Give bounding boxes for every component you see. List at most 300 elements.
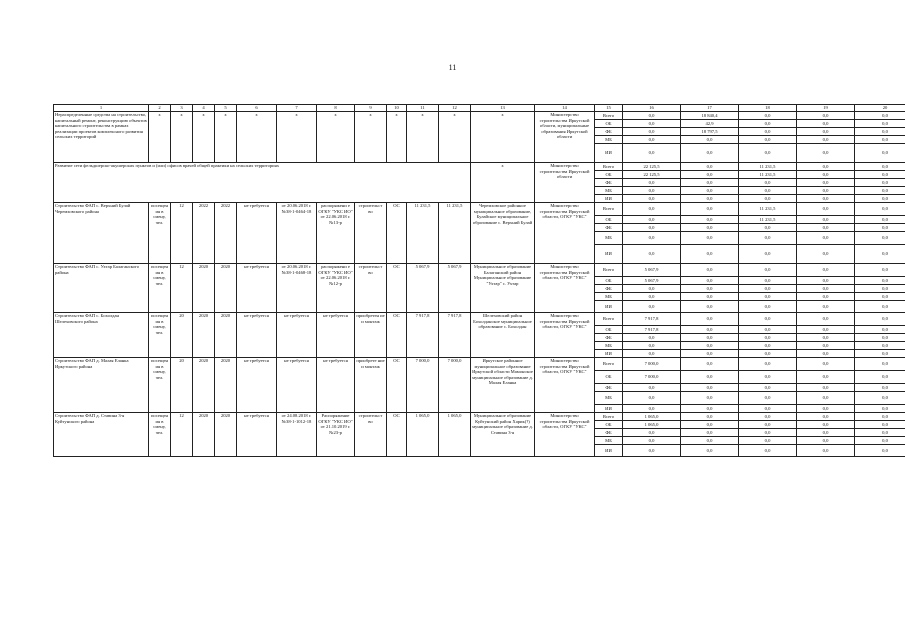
end-year-cell: 2020 — [215, 313, 237, 358]
funding-source-cell: МБ — [595, 136, 623, 144]
column-number-cell: 4 — [193, 105, 215, 112]
amount-cell: 0,0 — [855, 437, 905, 445]
amount-cell: 0,0 — [797, 350, 855, 358]
amount-cell: 0,0 — [739, 112, 797, 120]
start-year-cell: 2020 — [193, 264, 215, 313]
funding-source-cell: ОБ — [595, 277, 623, 285]
amount-cell: 0,0 — [739, 264, 797, 277]
x-mark-cell: х — [471, 163, 535, 203]
amount-cell: 0,0 — [855, 384, 905, 392]
amount-cell: 0,0 — [797, 285, 855, 293]
amount-cell: 0,0 — [855, 171, 905, 179]
municipality-cell: Муниципальное образование Балаганский район Муниципальное образование "Ухтар" с. Ухтар — [471, 264, 535, 313]
start-year-cell: 2020 — [193, 358, 215, 413]
amount-cell: 0,0 — [739, 334, 797, 342]
program-table — [53, 104, 905, 457]
header-row — [54, 105, 905, 112]
amount-cell: 0,0 — [797, 301, 855, 313]
permit-cell: от 20.06.2018 г. №38-1-0464-18 — [277, 203, 317, 264]
category-cell: ОС — [387, 203, 407, 264]
amount-cell: 0,0 — [681, 429, 739, 437]
funding-source-cell: ИИ — [595, 144, 623, 163]
amount-cell: 0,0 — [739, 445, 797, 457]
amount-cell: 0,0 — [623, 301, 681, 313]
amount-cell: 0,0 — [797, 195, 855, 203]
amount-cell: 22 125,5 — [623, 171, 681, 179]
amount-cell: 0,0 — [681, 224, 739, 232]
amount-cell: 0,0 — [623, 350, 681, 358]
cost-cell: 7 917,8 — [439, 313, 471, 358]
amount-cell: 0,0 — [855, 350, 905, 358]
expertise-cell: не требуется — [237, 313, 277, 358]
executor-cell: Министерство строительства Иркутской области, ОГКУ "УКС" — [535, 264, 595, 313]
start-year-cell: 2022 — [193, 203, 215, 264]
amount-cell: 0,0 — [739, 326, 797, 334]
amount-cell: 11 231,5 — [739, 216, 797, 224]
amount-cell: 0,0 — [855, 163, 905, 171]
object-name-cell: Строительство ФАП с. Верхний Булай Черемховского района — [54, 203, 149, 264]
amount-cell: 0,0 — [623, 216, 681, 224]
table-row — [54, 358, 905, 371]
amount-cell: 11 231,5 — [739, 171, 797, 179]
funding-source-cell: ОБ — [595, 421, 623, 429]
amount-cell: 0,0 — [739, 179, 797, 187]
category-cell: ОС — [387, 413, 407, 457]
end-year-cell: 2020 — [215, 358, 237, 413]
amount-cell: 0,0 — [681, 301, 739, 313]
amount-cell: 0,0 — [797, 232, 855, 245]
decision-cell: распоряжени е ОГКУ "УКС ИО" от 22.06.2018 г. №13-р — [317, 203, 355, 264]
amount-cell: 0,0 — [797, 128, 855, 136]
cost-cell: 7 000,0 — [407, 358, 439, 413]
amount-cell: 0,0 — [797, 421, 855, 429]
amount-cell: 0,0 — [797, 342, 855, 350]
x-mark-cell: х — [193, 112, 215, 163]
capacity-cell: 20 — [171, 313, 193, 358]
amount-cell: 5 067,9 — [623, 277, 681, 285]
table-row — [54, 163, 905, 171]
amount-cell: 18 797,5 — [681, 128, 739, 136]
x-mark-cell: х — [215, 112, 237, 163]
category-cell: ОС — [387, 264, 407, 313]
amount-cell: 0,0 — [797, 120, 855, 128]
amount-cell: 11 231,5 — [739, 163, 797, 171]
amount-cell: 22 125,5 — [623, 163, 681, 171]
work-type-cell: строительст во — [355, 264, 387, 313]
start-year-cell: 2020 — [193, 413, 215, 457]
amount-cell: 0,0 — [739, 421, 797, 429]
funding-source-cell: ИИ — [595, 195, 623, 203]
amount-cell: 0,0 — [797, 144, 855, 163]
x-mark-cell: х — [237, 112, 277, 163]
amount-cell: 0,0 — [797, 371, 855, 384]
decision-cell: распоряжени е ОГКУ "УКС ИО" от 22.06.2018 г. №12-р — [317, 264, 355, 313]
column-number-cell: 18 — [739, 105, 797, 112]
amount-cell: 0,0 — [623, 384, 681, 392]
column-number-cell: 11 — [407, 105, 439, 112]
amount-cell: 0,0 — [855, 128, 905, 136]
amount-cell: 0,0 — [681, 245, 739, 264]
amount-cell: 0,0 — [623, 245, 681, 264]
unit-cell: посещен ия в смену, чел. — [149, 313, 171, 358]
amount-cell: 0,0 — [739, 293, 797, 301]
funding-source-cell: ФБ — [595, 334, 623, 342]
funding-source-cell: ФБ — [595, 179, 623, 187]
amount-cell: 0,0 — [681, 187, 739, 195]
amount-cell: 0,0 — [855, 429, 905, 437]
cost-cell: 7 000,0 — [439, 358, 471, 413]
amount-cell: 0,0 — [623, 334, 681, 342]
funding-source-cell: Всего — [595, 264, 623, 277]
amount-cell: 0,0 — [739, 195, 797, 203]
decision-cell: Распоряжение ОГКУ "УКС ИО" от 21.10.2019 г. №23-р — [317, 413, 355, 457]
amount-cell: 1 065,0 — [623, 421, 681, 429]
amount-cell: 0,0 — [855, 264, 905, 277]
work-type-cell: строительст во — [355, 413, 387, 457]
amount-cell: 0,0 — [739, 245, 797, 264]
amount-cell: 0,0 — [681, 179, 739, 187]
amount-cell: 0,0 — [797, 405, 855, 413]
municipality-cell: Муниципальное образование Куйтунский район Харик(?) муниципальное образование д. Ставина 3-я — [471, 413, 535, 457]
amount-cell: 0,0 — [797, 179, 855, 187]
category-cell: ОС — [387, 313, 407, 358]
amount-cell: 0,0 — [681, 445, 739, 457]
column-number-cell: 9 — [355, 105, 387, 112]
amount-cell: 0,0 — [623, 293, 681, 301]
expertise-cell: не требуется — [237, 413, 277, 457]
permit-cell: от 20.06.2018 г. №38-1-0468-18 — [277, 264, 317, 313]
amount-cell: 0,0 — [855, 216, 905, 224]
amount-cell: 0,0 — [739, 187, 797, 195]
amount-cell: 0,0 — [623, 136, 681, 144]
amount-cell: 0,0 — [681, 216, 739, 224]
amount-cell: 0,0 — [681, 326, 739, 334]
table-row — [54, 413, 905, 421]
amount-cell: 0,0 — [797, 163, 855, 171]
category-cell: ОС — [387, 358, 407, 413]
amount-cell: 0,0 — [739, 405, 797, 413]
amount-cell: 0,0 — [623, 203, 681, 216]
permit-cell: не требуется — [277, 313, 317, 358]
x-mark-cell: х — [471, 112, 535, 163]
cost-cell: 1 065,0 — [407, 413, 439, 457]
amount-cell: 0,0 — [797, 216, 855, 224]
column-number-cell: 20 — [855, 105, 905, 112]
amount-cell: 0,0 — [855, 187, 905, 195]
amount-cell: 0,0 — [681, 371, 739, 384]
decision-cell: не требуется — [317, 313, 355, 358]
column-number-cell: 10 — [387, 105, 407, 112]
page-number: 11 — [448, 63, 457, 72]
funding-source-cell: Всего — [595, 112, 623, 120]
column-number-cell: 1 — [54, 105, 149, 112]
object-name-cell: Строительство ФАП с. Бохолдан Шелеховского района — [54, 313, 149, 358]
municipality-cell: Иркутское районное муниципальное образование Иркутской области Мамонское муниципальное образование д. Малая Еланка — [471, 358, 535, 413]
amount-cell: 0,0 — [797, 334, 855, 342]
decision-cell: не требуется — [317, 358, 355, 413]
amount-cell: 0,0 — [681, 334, 739, 342]
amount-cell: 0,0 — [739, 144, 797, 163]
amount-cell: 0,0 — [797, 187, 855, 195]
amount-cell: 0,0 — [681, 264, 739, 277]
amount-cell: 0,0 — [681, 437, 739, 445]
amount-cell: 0,0 — [739, 301, 797, 313]
expertise-cell: не требуется — [237, 203, 277, 264]
amount-cell: 7 000,0 — [623, 371, 681, 384]
amount-cell: 0,0 — [623, 429, 681, 437]
amount-cell: 0,0 — [739, 371, 797, 384]
amount-cell: 0,0 — [797, 293, 855, 301]
amount-cell: 0,0 — [797, 437, 855, 445]
funding-source-cell: Всего — [595, 413, 623, 421]
amount-cell: 0,0 — [855, 421, 905, 429]
executor-cell: Министерство строительства Иркутской области — [535, 163, 595, 203]
amount-cell: 0,0 — [623, 445, 681, 457]
amount-cell: 0,0 — [855, 203, 905, 216]
amount-cell: 0,0 — [681, 358, 739, 371]
amount-cell: 0,0 — [797, 445, 855, 457]
amount-cell: 0,0 — [681, 384, 739, 392]
amount-cell: 0,0 — [681, 136, 739, 144]
table-row — [54, 313, 905, 326]
amount-cell: 0,0 — [797, 277, 855, 285]
amount-cell: 0,0 — [739, 120, 797, 128]
capacity-cell: 20 — [171, 358, 193, 413]
cost-cell: 5 067,9 — [439, 264, 471, 313]
amount-cell: 1 065,0 — [623, 413, 681, 421]
work-type-cell: приобрете ние и монтаж — [355, 358, 387, 413]
column-number-cell: 19 — [797, 105, 855, 112]
funding-source-cell: МБ — [595, 232, 623, 245]
funding-source-cell: ФБ — [595, 429, 623, 437]
start-year-cell: 2020 — [193, 313, 215, 358]
end-year-cell: 2020 — [215, 264, 237, 313]
funding-source-cell: ОБ — [595, 120, 623, 128]
amount-cell: 0,0 — [623, 195, 681, 203]
amount-cell: 0,0 — [855, 277, 905, 285]
expertise-cell: не требуется — [237, 264, 277, 313]
column-number-cell: 14 — [535, 105, 595, 112]
cost-cell: 1 065,0 — [439, 413, 471, 457]
funding-source-cell: МБ — [595, 437, 623, 445]
funding-source-cell: МБ — [595, 392, 623, 405]
amount-cell: 18 840,4 — [681, 112, 739, 120]
x-mark-cell: х — [407, 112, 439, 163]
amount-cell: 0,0 — [797, 136, 855, 144]
expertise-cell: не требуется — [237, 358, 277, 413]
amount-cell: 0,0 — [797, 413, 855, 421]
amount-cell: 0,0 — [681, 285, 739, 293]
amount-cell: 0,0 — [855, 358, 905, 371]
amount-cell: 7 917,8 — [623, 326, 681, 334]
column-number-cell: 15 — [595, 105, 623, 112]
unit-cell: посещен ия в смену, чел. — [149, 358, 171, 413]
amount-cell: 0,0 — [855, 120, 905, 128]
column-number-cell: 16 — [623, 105, 681, 112]
amount-cell: 0,0 — [681, 232, 739, 245]
table-row — [54, 264, 905, 277]
capacity-cell: 12 — [171, 264, 193, 313]
funding-source-cell: ИИ — [595, 350, 623, 358]
column-number-cell: 17 — [681, 105, 739, 112]
amount-cell: 0,0 — [681, 277, 739, 285]
amount-cell: 0,0 — [855, 245, 905, 264]
permit-cell: не требуется — [277, 358, 317, 413]
amount-cell: 0,0 — [681, 392, 739, 405]
funding-source-cell: МБ — [595, 342, 623, 350]
object-name-cell: Строительство ФАП д. Ставина 3-я Куйтунского района — [54, 413, 149, 457]
amount-cell: 7 000,0 — [623, 358, 681, 371]
funding-source-cell: ИИ — [595, 245, 623, 264]
cost-cell: 7 917,8 — [407, 313, 439, 358]
amount-cell: 0,0 — [797, 384, 855, 392]
funding-source-cell: Всего — [595, 163, 623, 171]
amount-cell: 0,0 — [623, 187, 681, 195]
column-number-cell: 7 — [277, 105, 317, 112]
work-type-cell: приобретен ие и монтаж — [355, 313, 387, 358]
amount-cell: 0,0 — [797, 245, 855, 264]
end-year-cell: 2020 — [215, 413, 237, 457]
executor-cell: Министерство строительства Иркутской области, ОГКУ "УКС" — [535, 413, 595, 457]
amount-cell: 0,0 — [797, 358, 855, 371]
column-number-cell: 5 — [215, 105, 237, 112]
amount-cell: 0,0 — [855, 179, 905, 187]
amount-cell: 0,0 — [623, 224, 681, 232]
amount-cell: 0,0 — [797, 392, 855, 405]
amount-cell: 0,0 — [855, 224, 905, 232]
funding-source-cell: ИИ — [595, 301, 623, 313]
object-name-cell: Нераспределенные средства на строительство, капитальный ремонт, реконструкцию объектов капитального строительства в рамках реализации проектов комплексного развития сельских территорий — [54, 112, 149, 163]
municipality-cell: Черемховское районное муниципальное образование, Булайское муниципальное образование с. Верхний Булай — [471, 203, 535, 264]
amount-cell: 0,0 — [739, 313, 797, 326]
funding-source-cell: ОБ — [595, 171, 623, 179]
amount-cell: 0,0 — [797, 171, 855, 179]
x-mark-cell: х — [317, 112, 355, 163]
object-name-cell: Строительство ФАП с. Ухтар Балаганского района — [54, 264, 149, 313]
amount-cell: 0,0 — [855, 392, 905, 405]
amount-cell: 0,0 — [739, 136, 797, 144]
amount-cell: 5 067,9 — [623, 264, 681, 277]
amount-cell: 7 917,8 — [623, 313, 681, 326]
amount-cell: 0,0 — [623, 232, 681, 245]
amount-cell: 0,0 — [681, 405, 739, 413]
amount-cell: 0,0 — [623, 392, 681, 405]
capacity-cell: 12 — [171, 413, 193, 457]
section-title-cell: Развитие сети фельдшерско-акушерских пунктов и (или) офисов врачей общей практики на сельских территориях — [54, 163, 471, 203]
amount-cell: 0,0 — [623, 120, 681, 128]
amount-cell: 0,0 — [855, 301, 905, 313]
cost-cell: 5 067,9 — [407, 264, 439, 313]
amount-cell: 0,0 — [855, 445, 905, 457]
x-mark-cell: х — [171, 112, 193, 163]
unit-cell: посещен ия в смену, чел. — [149, 203, 171, 264]
amount-cell: 0,0 — [855, 405, 905, 413]
funding-source-cell: ФБ — [595, 285, 623, 293]
column-number-cell: 12 — [439, 105, 471, 112]
amount-cell: 0,0 — [623, 342, 681, 350]
amount-cell: 0,0 — [797, 429, 855, 437]
amount-cell: 0,0 — [739, 224, 797, 232]
amount-cell: 0,0 — [681, 313, 739, 326]
column-number-cell: 6 — [237, 105, 277, 112]
end-year-cell: 2022 — [215, 203, 237, 264]
amount-cell: 0,0 — [739, 413, 797, 421]
amount-cell: 0,0 — [681, 293, 739, 301]
x-mark-cell: х — [277, 112, 317, 163]
funding-source-cell: Всего — [595, 203, 623, 216]
column-number-cell: 2 — [149, 105, 171, 112]
x-mark-cell: х — [149, 112, 171, 163]
amount-cell: 0,0 — [681, 350, 739, 358]
amount-cell: 0,0 — [623, 179, 681, 187]
amount-cell: 0,0 — [623, 437, 681, 445]
x-mark-cell: х — [439, 112, 471, 163]
permit-cell: от 24.08.2018 г. №38-1-1012-18 — [277, 413, 317, 457]
funding-source-cell: Всего — [595, 358, 623, 371]
amount-cell: 0,0 — [855, 144, 905, 163]
amount-cell: 0,0 — [739, 358, 797, 371]
executor-cell: Министерство строительства Иркутской области, ОГКУ "УКС" — [535, 313, 595, 358]
funding-source-cell: ОБ — [595, 326, 623, 334]
amount-cell: 0,0 — [855, 293, 905, 301]
amount-cell: 11 231,5 — [739, 203, 797, 216]
amount-cell: 0,0 — [739, 350, 797, 358]
funding-source-cell: МБ — [595, 187, 623, 195]
amount-cell: 0,0 — [797, 264, 855, 277]
funding-source-cell: ОБ — [595, 371, 623, 384]
amount-cell: 0,0 — [797, 224, 855, 232]
x-mark-cell: х — [387, 112, 407, 163]
amount-cell: 0,0 — [681, 171, 739, 179]
executor-cell: Министерство строительства Иркутской области, ОГКУ "УКС" — [535, 203, 595, 264]
amount-cell: 0,0 — [797, 203, 855, 216]
funding-source-cell: ИИ — [595, 445, 623, 457]
amount-cell: 0,0 — [855, 313, 905, 326]
amount-cell: 0,0 — [855, 232, 905, 245]
funding-source-cell: ФБ — [595, 128, 623, 136]
amount-cell: 0,0 — [855, 413, 905, 421]
amount-cell: 0,0 — [855, 342, 905, 350]
unit-cell: посещен ия в смену, чел. — [149, 413, 171, 457]
table-row — [54, 112, 905, 120]
funding-source-cell: МБ — [595, 293, 623, 301]
column-number-cell: 13 — [471, 105, 535, 112]
executor-cell: Министерство строительства Иркутской области, ОГКУ "УКС" — [535, 358, 595, 413]
amount-cell: 0,0 — [623, 128, 681, 136]
amount-cell: 42,9 — [681, 120, 739, 128]
amount-cell: 0,0 — [623, 405, 681, 413]
amount-cell: 0,0 — [681, 144, 739, 163]
amount-cell: 0,0 — [855, 371, 905, 384]
amount-cell: 0,0 — [855, 195, 905, 203]
municipality-cell: Шелеховский район Бохолданское муниципальное образование с. Бохолдан — [471, 313, 535, 358]
amount-cell: 0,0 — [739, 232, 797, 245]
amount-cell: 0,0 — [739, 285, 797, 293]
amount-cell: 0,0 — [855, 334, 905, 342]
capacity-cell: 12 — [171, 203, 193, 264]
column-number-cell: 3 — [171, 105, 193, 112]
amount-cell: 0,0 — [739, 392, 797, 405]
amount-cell: 0,0 — [681, 342, 739, 350]
table-row — [54, 203, 905, 216]
funding-source-cell: ФБ — [595, 224, 623, 232]
funding-source-cell: Всего — [595, 313, 623, 326]
amount-cell: 0,0 — [855, 326, 905, 334]
amount-cell: 0,0 — [739, 437, 797, 445]
amount-cell: 0,0 — [681, 163, 739, 171]
amount-cell: 0,0 — [797, 313, 855, 326]
amount-cell: 0,0 — [797, 326, 855, 334]
